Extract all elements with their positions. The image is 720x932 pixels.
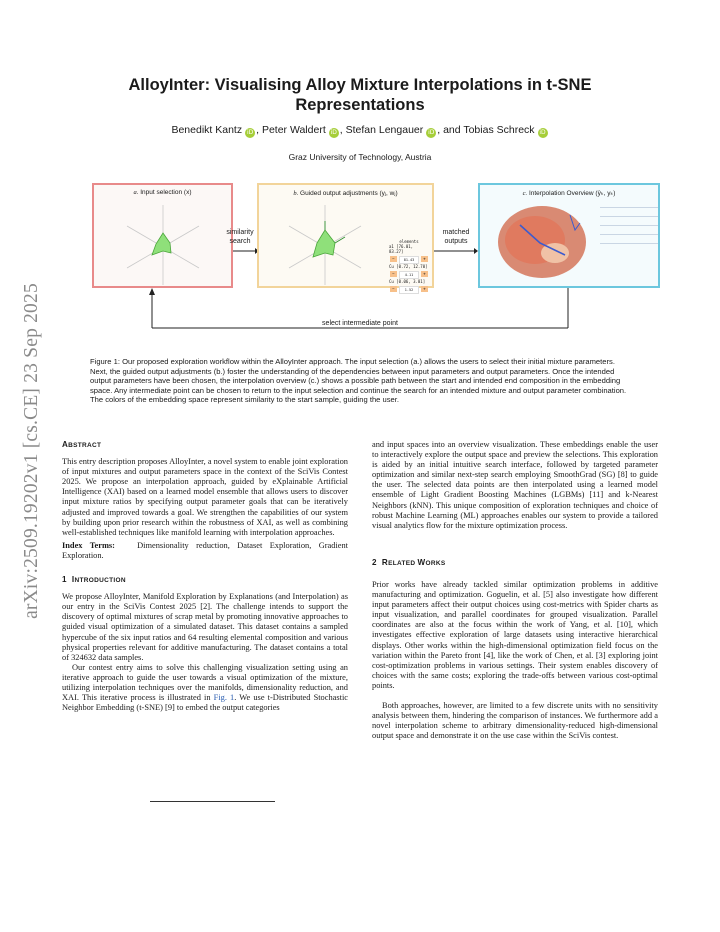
elements-panel: elements a1 [76.01, 83.27] − 81.43 + Cu [0.72, 12.70] − 4.11 + Cu [0.06, 3.01] − 1.52 +	[389, 239, 428, 292]
decrement-button[interactable]: −	[390, 256, 397, 262]
index-terms: Index Terms: Dimensionality reduction, Dataset Exploration, Gradient Exploration.	[62, 540, 349, 560]
element-value[interactable]: 81.43	[399, 256, 419, 264]
guided-output-panel	[257, 183, 434, 292]
panel-c-title: c. Interpolation Overview (ŷₖ, yₖ)	[522, 190, 616, 197]
arxiv-identifier: arXiv:2509.19202v1 [cs.CE] 23 Sep 2025	[21, 283, 42, 619]
right-column	[372, 440, 658, 741]
intro-paragraph-1: We propose AlloyInter, Manifold Exploration by Explanations (and Interpolation) as our entry in the SciVis Contest 2025 [2]. The challenge intends to support the discovery of optimal mixtures of scrap metal by promoting innovative approaches to guided visual optimization of a simulated dataset. This dataset contains a sampled hypercube of the six input ratios and 64 resulting elemental composition and various physical properties relevant for additive manufacturing. The dataset contains a total of 324632 data samples.	[62, 592, 348, 662]
spider-chart-icon	[94, 185, 231, 286]
element-value[interactable]: 4.11	[399, 271, 419, 279]
author-name: Benedikt Kantz	[171, 124, 243, 136]
loop-label: select intermediate point	[322, 320, 398, 327]
related-work-paragraph-2: Both approaches, however, are limited to a few discrete units with no sensitivity analysis between them, hindering the comparison of instances. We furthermore add a novel interpolation scheme to arbitrary dimensionality-reduced high-dimensional output space and demonstrate it on the use case within the SciVis contest.	[372, 700, 658, 741]
increment-button[interactable]: +	[421, 286, 428, 292]
spider-chart-icon	[259, 185, 389, 286]
related-work-paragraph-1: Prior works have already tackled similar optimization problems in additive manufacturing and optimization. Goguelin, et al. [5] also investigate how different input parameters affect their output choices using cost-metrics with Spider charts as input visualization, and parallel coordinates for grouped visualization. Parallel coordinates are also at the focus within the work of Yang, et al. [10], which investigates effective exploration of large datasets using interactive hierarchical displays. Other works within the high-dimensional optimization field focus on the variation within the Pareto front [4], like the work of Chen, et al. [3] exploring joint cost-optimization problems in various settings. Their system enables discovery of choices with the same costs; exploring the trade-offs between various cost-optimal points.	[372, 579, 658, 690]
section-1-heading: 1 INTRODUCTION	[62, 575, 126, 585]
figure-caption: Figure 1: Our proposed exploration workflow within the AlloyInter approach. The input selection (a.) allows the users to select their initial mixture parameters. Next, the guided output adjustments (b.) foster the understanding of the dependencies between input parameters and output parameters. Once the intended output parameters have been chosen, the interpolation overview (c.) shows a possible path between the start and intended end composition in the embedding space. Any intermediate point can be chosen to return to the input selection and continue the search for an intended mixture and output parameter combination. The colors of the embedding space represent similarity to the start sample, guiding the user.	[90, 357, 627, 405]
orcid-icon[interactable]: iD	[428, 129, 435, 136]
abstract-text: This entry description proposes AlloyInter, a novel system to enable joint exploration of input mixtures and output parameters space in the context of the SciVis Contest 2025. We propose an interpolation approach, guided by eXplainable Artificial Intelligence (XAI) based on a learned model ensemble that allows users to discover input mixture ratios by specifying output parameter goals that can be iteratively adjusted and improved towards a goal. We strengthen the capabilities of our system by building upon prior research within the robustness of XAI, as well as combining well-established techniques like manifold learning with interpolation approaches.	[62, 457, 348, 537]
orcid-icon[interactable]: iD	[246, 129, 254, 136]
arrow-right-icon	[434, 247, 478, 255]
input-selection-panel	[92, 183, 233, 288]
element-value[interactable]: 1.52	[399, 286, 419, 294]
embedding-legend	[600, 199, 658, 244]
section-2-heading: 2 RELATED WORKS	[372, 557, 446, 567]
intro-paragraph-2: Our contest entry aims to solve this challenging visualization setting using an iterative approach to guide the user towards a visual optimization of the mixture, utilizing interpolation techniques over the manifolds, dimensionality reduction, and XAI. This iterative process is illustrated in Fig. 1. We use t-Distributed Stochastic Neighbor Embedding (t-SNE) [9] to embed the output categories	[62, 662, 348, 713]
abstract-heading: ABSTRACT	[62, 440, 102, 449]
similarity-search-label: similarity search	[226, 229, 254, 245]
arrow-right-icon	[233, 247, 259, 255]
panel-b-title: b. Guided output adjustments (yⱼ, wⱼ)	[293, 190, 398, 197]
increment-button[interactable]: +	[421, 271, 428, 277]
decrement-button[interactable]: −	[390, 286, 397, 292]
orcid-icon[interactable]: iD	[330, 129, 337, 136]
figure-link[interactable]: Fig. 1	[213, 693, 235, 703]
author-name: Peter Waldert	[261, 124, 326, 136]
decrement-button[interactable]: −	[390, 271, 397, 277]
footnote-divider	[150, 801, 275, 802]
interpolation-overview-panel	[478, 183, 660, 288]
paper-title: AlloyInter: Visualising Alloy Mixture Interpolations in t-SNE Representations	[128, 76, 592, 114]
left-column	[62, 440, 348, 713]
panel-a-title: a. Input selection (x)	[133, 189, 192, 196]
author-name: Stefan Lengauer	[345, 124, 424, 136]
intro-paragraph-continued: and input spaces into an overview visualization. These embeddings enable the user to interactively explore the output space and preview the selections. This exploration is aided by an initial intuitive search interface, followed by targeted parameter optimization and similar next-step search employing SmoothGrad (SG) [8] to guide the user. The selected data points are then interpolated using a learned model ensemble of Light Gradient Boosting Machines (LGBMs) [11] and k-Nearest Neighbors (kNN). This unique composition of exploration techniques and choice of robust Machine Learning (ML) approaches enables our system to provide a tailored visual analytics flow for the mixture optimization process.	[372, 440, 658, 530]
tsne-embedding-icon	[480, 185, 600, 285]
workflow-figure	[90, 183, 660, 333]
increment-button[interactable]: +	[421, 256, 428, 262]
matched-outputs-label: matched outputs	[442, 229, 470, 245]
affiliation: Graz University of Technology, Austria	[288, 152, 432, 162]
orcid-icon[interactable]: iD	[539, 129, 546, 136]
author-list: Benedikt Kantz iD , Peter Waldert iD , Stefan Lengauer iD , and Tobias Schreck iD	[171, 124, 546, 136]
author-name: Tobias Schreck	[463, 124, 535, 136]
